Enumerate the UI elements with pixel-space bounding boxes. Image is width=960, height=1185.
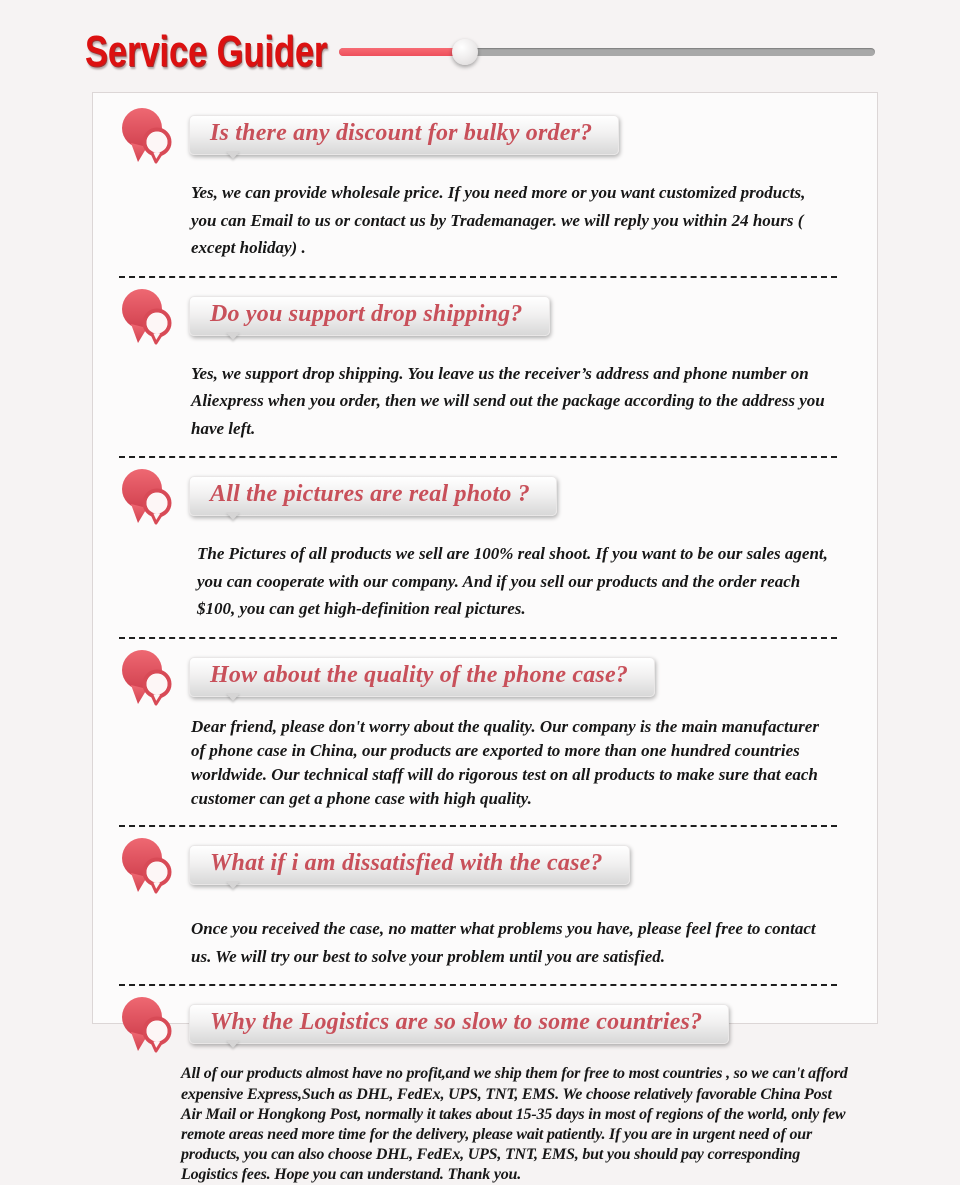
faq-item bbox=[93, 278, 877, 443]
faq-item bbox=[93, 827, 877, 970]
question-bubble bbox=[189, 476, 557, 516]
progress-slider[interactable] bbox=[339, 38, 875, 66]
chat-bubbles-icon bbox=[117, 105, 175, 167]
answer-text: The Pictures of all products we sell are 100% real shoot. If you want to be our sales agent, you can cooperate with our company. And if you sell our products and the order reach $100, you can get high-definition real pictures. bbox=[197, 544, 828, 619]
question-bubble bbox=[189, 657, 655, 697]
question-bubble bbox=[189, 296, 550, 336]
faq-head bbox=[93, 97, 877, 167]
question-text: All the pictures are real photo ? bbox=[210, 481, 530, 508]
answer-text: Once you received the case, no matter what problems you have, please feel free to contact us. We will try our best to solve your problem until you are satisfied. bbox=[191, 919, 816, 966]
answer-text: Yes, we support drop shipping. You leave us the receiver’s address and phone number on Aliexpress when you order, then we will send out the package according to the address you have left. bbox=[191, 363, 825, 438]
faq-head bbox=[93, 639, 877, 709]
faq-item bbox=[93, 97, 877, 262]
chat-bubbles-icon bbox=[117, 835, 175, 897]
question-bubble bbox=[189, 115, 619, 155]
question-text: Why the Logistics are so slow to some countries? bbox=[210, 1009, 703, 1036]
question-bubble bbox=[189, 845, 630, 885]
faq-item bbox=[93, 458, 877, 623]
faq-head bbox=[93, 827, 877, 897]
page-title: Service Guider bbox=[85, 27, 328, 76]
chat-bubbles-icon bbox=[117, 647, 175, 709]
page-title-wrap bbox=[85, 27, 337, 76]
header bbox=[0, 0, 960, 78]
question-text: What if i am dissatisfied with the case? bbox=[210, 850, 603, 877]
faq-head bbox=[93, 986, 877, 1056]
faq-head bbox=[93, 278, 877, 348]
answer-text: Dear friend, please don't worry about the quality. Our company is the main manufacturer of phone case in China, our products are exported to more than one hundred countries worldwide. Our technical staff will do rigorous test on all products to make sure that each customer can get a phone case with high quality. bbox=[191, 716, 819, 809]
slider-knob[interactable] bbox=[452, 39, 478, 65]
chat-bubbles-icon bbox=[117, 466, 175, 528]
faq-panel bbox=[92, 92, 878, 1184]
chat-bubbles-icon bbox=[117, 286, 175, 348]
answer-text: Yes, we can provide wholesale price. If you need more or you want customized products, you can Email to us or contact us by Trademanager. we will reply you within 24 hours ( except holiday) . bbox=[191, 183, 806, 258]
question-text: Do you support drop shipping? bbox=[210, 300, 523, 327]
question-bubble bbox=[189, 1004, 729, 1044]
chat-bubbles-icon bbox=[117, 994, 175, 1056]
slider-track bbox=[339, 48, 875, 56]
slider-fill bbox=[339, 48, 465, 56]
answer-text: All of our products almost have no profit,and we ship them for free to most countries , so we can't afford expensive Express,Such as DHL, FedEx, UPS, TNT, EMS. We choose relatively favorable China Post Air Mail or Hongkong Post, normally it takes about 15-35 days in most of regions of the world, only few remote areas need more time for the delivery, please wait patiently. If you are in urgent need of our products, you can also choose DHL, FedEx, UPS, TNT, EMS, but you should pay corresponding Logistics fees. Hope you can understand. Thank you. bbox=[181, 1065, 848, 1184]
faq-item bbox=[93, 639, 877, 812]
faq-item bbox=[93, 986, 877, 1185]
faq-head bbox=[93, 458, 877, 528]
question-text: How about the quality of the phone case? bbox=[210, 661, 629, 688]
question-text: Is there any discount for bulky order? bbox=[210, 120, 593, 146]
